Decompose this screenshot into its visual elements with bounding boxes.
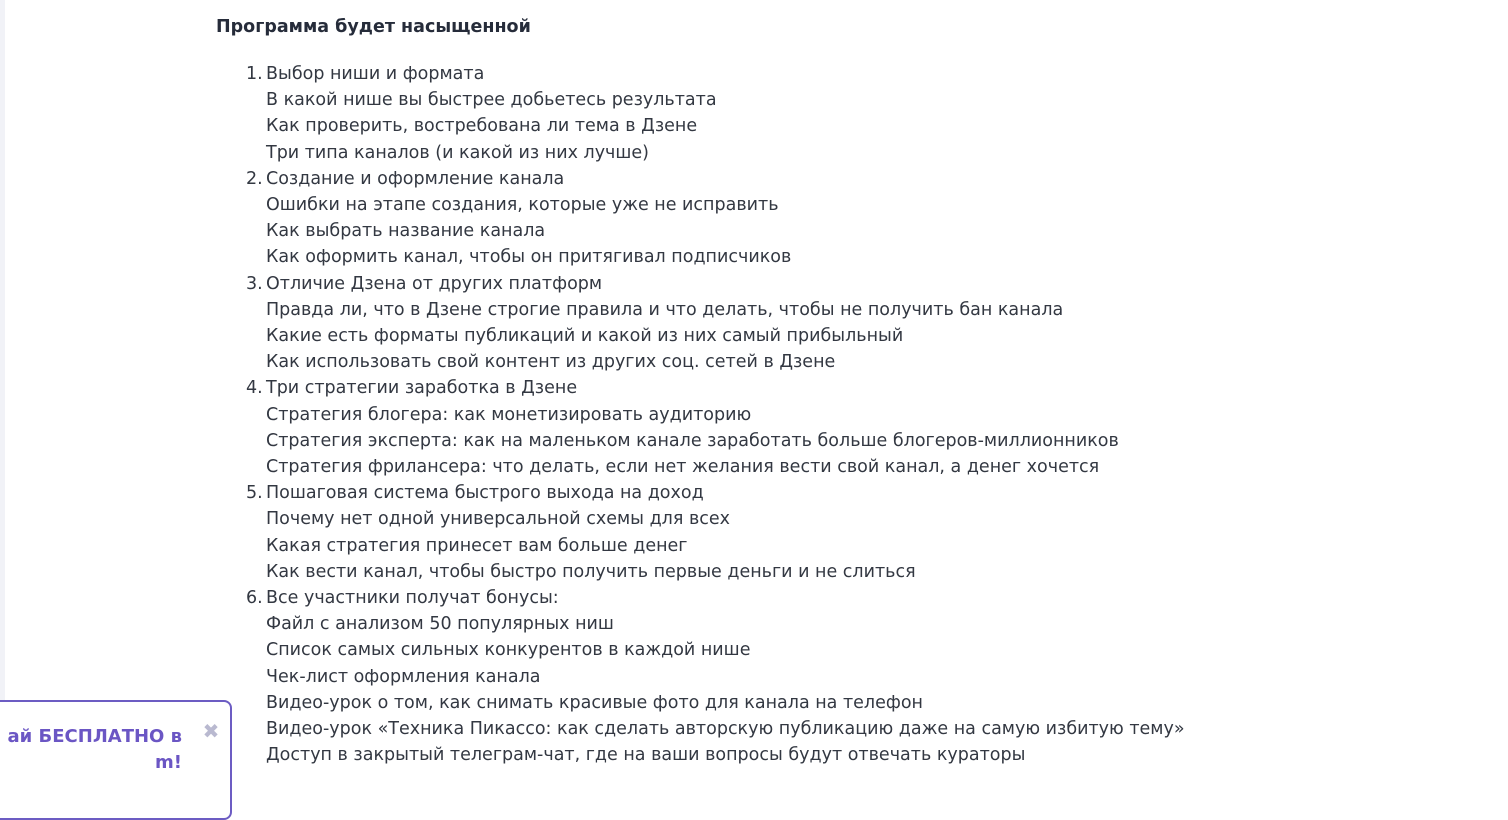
section-item: Ошибки на этапе создания, которые уже не исправить [266, 195, 779, 216]
close-icon[interactable]: ✖ [202, 719, 220, 743]
section-heading: Все участники получат бонусы: [266, 588, 559, 609]
section-item: Как вести канал, чтобы быстро получить первые деньги и не слиться [266, 561, 916, 582]
section-heading: Создание и оформление канала [266, 168, 565, 189]
program-list [216, 61, 1316, 768]
section-number: 2. [246, 168, 263, 189]
section-number: 1. [246, 64, 263, 84]
section-item: Стратегия эксперта: как на маленьком канале заработать больше блогеров-миллионников [266, 430, 1119, 451]
section-heading: Выбор ниши и формата [266, 64, 485, 84]
program-section [216, 480, 1316, 585]
section-item: Как проверить, востребована ли тема в Дзене [266, 116, 698, 137]
program-section [216, 375, 1316, 480]
left-edge-strip [0, 0, 5, 784]
program-section [216, 585, 1316, 768]
program-section [216, 271, 1316, 376]
section-number: 6. [246, 588, 263, 609]
section-number: 3. [246, 273, 263, 294]
section-item: Три типа каналов (и какой из них лучше) [266, 142, 649, 163]
section-item: Стратегия блогера: как монетизировать аудиторию [266, 404, 752, 425]
section-item: Доступ в закрытый телеграм-чат, где на ваши вопросы будут отвечать кураторы [266, 745, 1026, 766]
section-item: Видео-урок о том, как снимать красивые фото для канала на телефон [266, 692, 923, 713]
section-item: Какая стратегия принесет вам больше денег [266, 535, 688, 556]
section-item: Какие есть форматы публикаций и какой из них самый прибыльный [266, 326, 904, 347]
section-item: Как выбрать название канала [266, 221, 546, 242]
section-heading: Отличие Дзена от других платформ [266, 273, 603, 294]
section-item: В какой нише вы быстрее добьетесь результата [266, 90, 717, 111]
section-item: Список самых сильных конкурентов в каждой нише [266, 640, 751, 661]
section-item: Видео-урок «Техника Пикассо: как сделать авторскую публикацию даже на самую избитую тему» [266, 719, 1185, 740]
section-item: Как использовать свой контент из других соц. сетей в Дзене [266, 352, 836, 373]
popup-message[interactable]: ай БЕСПЛАТНО в m! [7, 726, 182, 773]
section-heading: Три стратегии заработка в Дзене [266, 378, 578, 399]
section-item: Правда ли, что в Дзене строгие правила и что делать, чтобы не получить бан канала [266, 299, 1064, 320]
section-number: 5. [246, 483, 263, 504]
section-item: Почему нет одной универсальной схемы для всех [266, 509, 730, 530]
section-item: Файл с анализом 50 популярных ниш [266, 614, 614, 635]
program-block [216, 15, 1316, 768]
promo-popup[interactable] [0, 700, 232, 820]
program-section [216, 166, 1316, 271]
section-heading: Пошаговая система быстрого выхода на доход [266, 483, 704, 504]
section-item: Чек-лист оформления канала [266, 666, 541, 687]
program-section [216, 61, 1316, 166]
section-item: Стратегия фрилансера: что делать, если нет желания вести свой канал, а денег хочется [266, 457, 1100, 478]
section-item: Как оформить канал, чтобы он притягивал подписчиков [266, 247, 792, 268]
section-number: 4. [246, 378, 263, 399]
page-title: Программа будет насыщенной [216, 17, 531, 37]
